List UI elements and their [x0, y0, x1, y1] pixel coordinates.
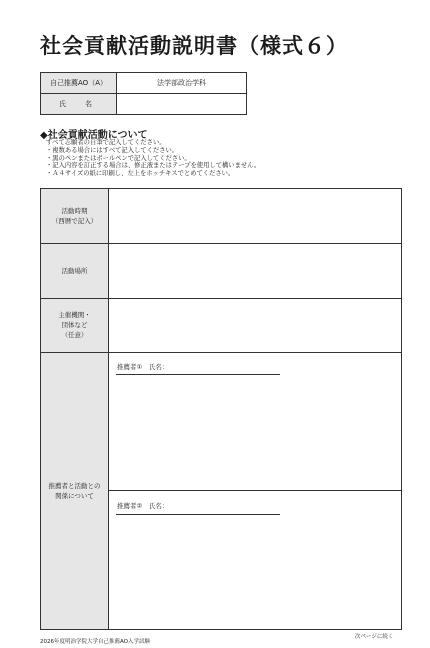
- recommender-relation-label: [41, 352, 109, 629]
- organizer-label-line3: （任意）: [61, 331, 88, 339]
- page-title: 社会貢献活動説明書（様式６）: [40, 34, 348, 58]
- recommender-divider: [109, 490, 401, 491]
- name-label: 氏 名: [41, 94, 117, 115]
- footer-continue-note: 次ページに続く: [355, 634, 394, 640]
- section-title: ◆社会貢献活動について: [40, 130, 148, 141]
- instruction-line: ・黒のペンまたはボールペンで記入してください。: [46, 154, 191, 162]
- activity-period-label-text: 活動時期: [61, 207, 88, 215]
- recommender-label-line1: 推薦者と活動との: [48, 481, 101, 490]
- recommender-label-line2: 関係について: [55, 491, 94, 500]
- activity-period-field[interactable]: [110, 189, 401, 243]
- activity-place-label-text: 活動場所: [61, 266, 88, 275]
- name-field[interactable]: [117, 94, 247, 115]
- recommender1-relation-field[interactable]: [110, 379, 401, 489]
- organizer-label-line1: 主催機関・: [58, 311, 91, 319]
- activity-period-label-note: （西暦で記入）: [51, 217, 98, 225]
- footer-exam-name: 2026年度明治学院大学自己推薦AO入学試験: [40, 639, 150, 645]
- activity-form-table: [40, 188, 402, 630]
- activity-place-label: [41, 243, 109, 298]
- recommender1-label: 推薦者① 氏名：: [117, 363, 169, 371]
- selection-label: 自己推薦AO（A）: [41, 73, 117, 94]
- selection-value: 法学部政治学科: [117, 73, 247, 94]
- instructions: [46, 139, 260, 178]
- recommender2-name-line[interactable]: [116, 514, 280, 515]
- row-divider: [41, 352, 401, 353]
- recommender2-label: 推薦者② 氏名：: [117, 502, 169, 510]
- organizer-field[interactable]: [110, 299, 401, 352]
- organizer-label-line2: 団体など: [61, 321, 88, 329]
- activity-place-field[interactable]: [110, 244, 401, 298]
- name-row: [41, 94, 247, 115]
- activity-period-label: [41, 189, 109, 243]
- applicant-info-table: [40, 72, 247, 115]
- organizer-label: [41, 298, 109, 352]
- selection-row: [41, 73, 247, 94]
- instruction-line: ・記入内容を訂正する場合は、修正液またはテープを使用して構いません。: [46, 162, 261, 170]
- instruction-line: すべて志願者の自筆で記入してください。: [46, 139, 166, 146]
- recommender2-relation-field[interactable]: [110, 519, 401, 629]
- instruction-line: ・複数ある場合にはすべて記入してください。: [46, 146, 179, 154]
- recommender1-name-line[interactable]: [116, 374, 280, 375]
- instruction-line: ・Ａ４サイズの紙に印刷し、左上をホッチキスでとめてください。: [46, 170, 235, 178]
